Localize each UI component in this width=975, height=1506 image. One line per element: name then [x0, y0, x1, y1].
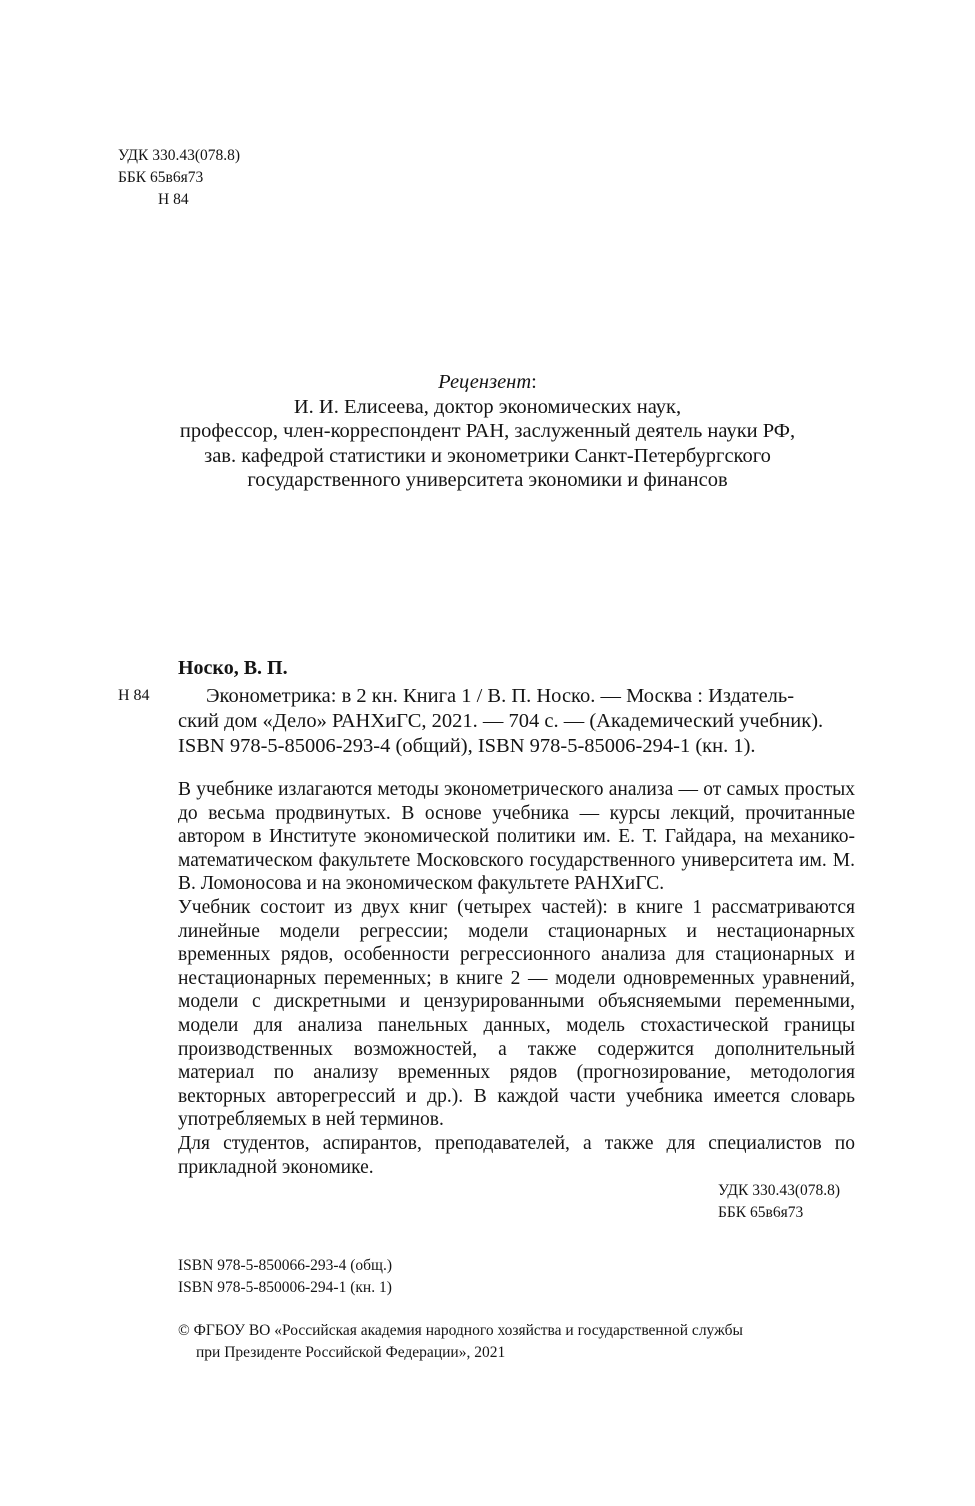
- reviewer-line: государственного университета экономики и финансов: [247, 469, 728, 492]
- author-mark: Н 84: [158, 191, 189, 208]
- annotation-paragraph: Для студентов, аспирантов, преподавателей, а также для специалистов по прикладной экономике.: [178, 1132, 855, 1178]
- isbn-block: [178, 1255, 392, 1299]
- bbk-code: ББК 65в6я73: [118, 169, 204, 186]
- isbn-general: ISBN 978-5-850066-293-4 (общ.): [178, 1257, 392, 1274]
- reviewer-heading: [0, 370, 975, 395]
- copyright-notice: [178, 1320, 743, 1364]
- author-name: Носко, В. П.: [178, 657, 288, 679]
- author-mark-margin: Н 84: [118, 687, 150, 704]
- copyright-line: при Президенте Российской Федерации», 2021: [196, 1344, 506, 1361]
- annotation-paragraph: В учебнике излагаются методы эконометрического анализа — от самых простых до весьма продвинутых. В основе учебника — курсы лекций, прочитанные автором в Институте экономической политики им. Е. Т. Гайдара, на механико-математическом факультете Московского государственного университета им. М. В. Ломоносова и на экономическом факультете РАНХиГС.: [178, 779, 855, 895]
- citation-line: ISBN 978-5-85006-293-4 (общий), ISBN 978-5-85006-294-1 (кн. 1).: [178, 735, 756, 757]
- citation-line: Эконометрика: в 2 кн. Книга 1 / В. П. Носко. — Москва : Издатель-: [206, 685, 795, 707]
- reviewer-line: И. И. Елисеева, доктор экономических наук,: [293, 395, 682, 418]
- classification-codes-top: [118, 145, 240, 211]
- copyright-line: © ФГБОУ ВО «Российская академия народного хозяйства и государственной службы: [178, 1322, 743, 1339]
- annotation-paragraph: Учебник состоит из двух книг (четырех частей): в книге 1 рассматриваются линейные модели регрессии; модели стационарных и нестационарных временных рядов, особенности регрессионного анализа для стационарных и нестационарных переменных; в книге 2 — модели одновременных уравнений, модели с дискретными и цензурированными объясняемыми переменными, модели для анализа панельных данных, модель стохастической границы производственных возможностей, а также содержится дополнительный материал по анализу временных рядов (прогнозирование, методология векторных авторегрессий и др.). В каждой части учебника имеется словарь употребляемых в ней терминов.: [178, 896, 855, 1131]
- reviewer-block: [0, 370, 975, 493]
- udk-code: УДК 330.43(078.8): [118, 147, 241, 164]
- udk-code: УДК 330.43(078.8): [718, 1182, 841, 1199]
- reviewer-line: зав. кафедрой статистики и эконометрики Санкт-Петербургского: [204, 444, 771, 467]
- reviewer-label: Рецензент: [438, 371, 532, 393]
- reviewer-label-colon: :: [531, 371, 537, 393]
- citation-line: ский дом «Дело» РАНХиГС, 2021. — 704 с. — (Академический учебник).: [178, 710, 824, 732]
- bbk-code: ББК 65в6я73: [718, 1204, 804, 1221]
- bibliographic-citation: [178, 684, 855, 759]
- annotation: [178, 778, 855, 1179]
- classification-codes-bottom: [718, 1180, 840, 1224]
- reviewer-line: профессор, член-корреспондент РАН, заслуженный деятель науки РФ,: [179, 420, 796, 443]
- isbn-book1: ISBN 978-5-850006-294-1 (кн. 1): [178, 1279, 392, 1296]
